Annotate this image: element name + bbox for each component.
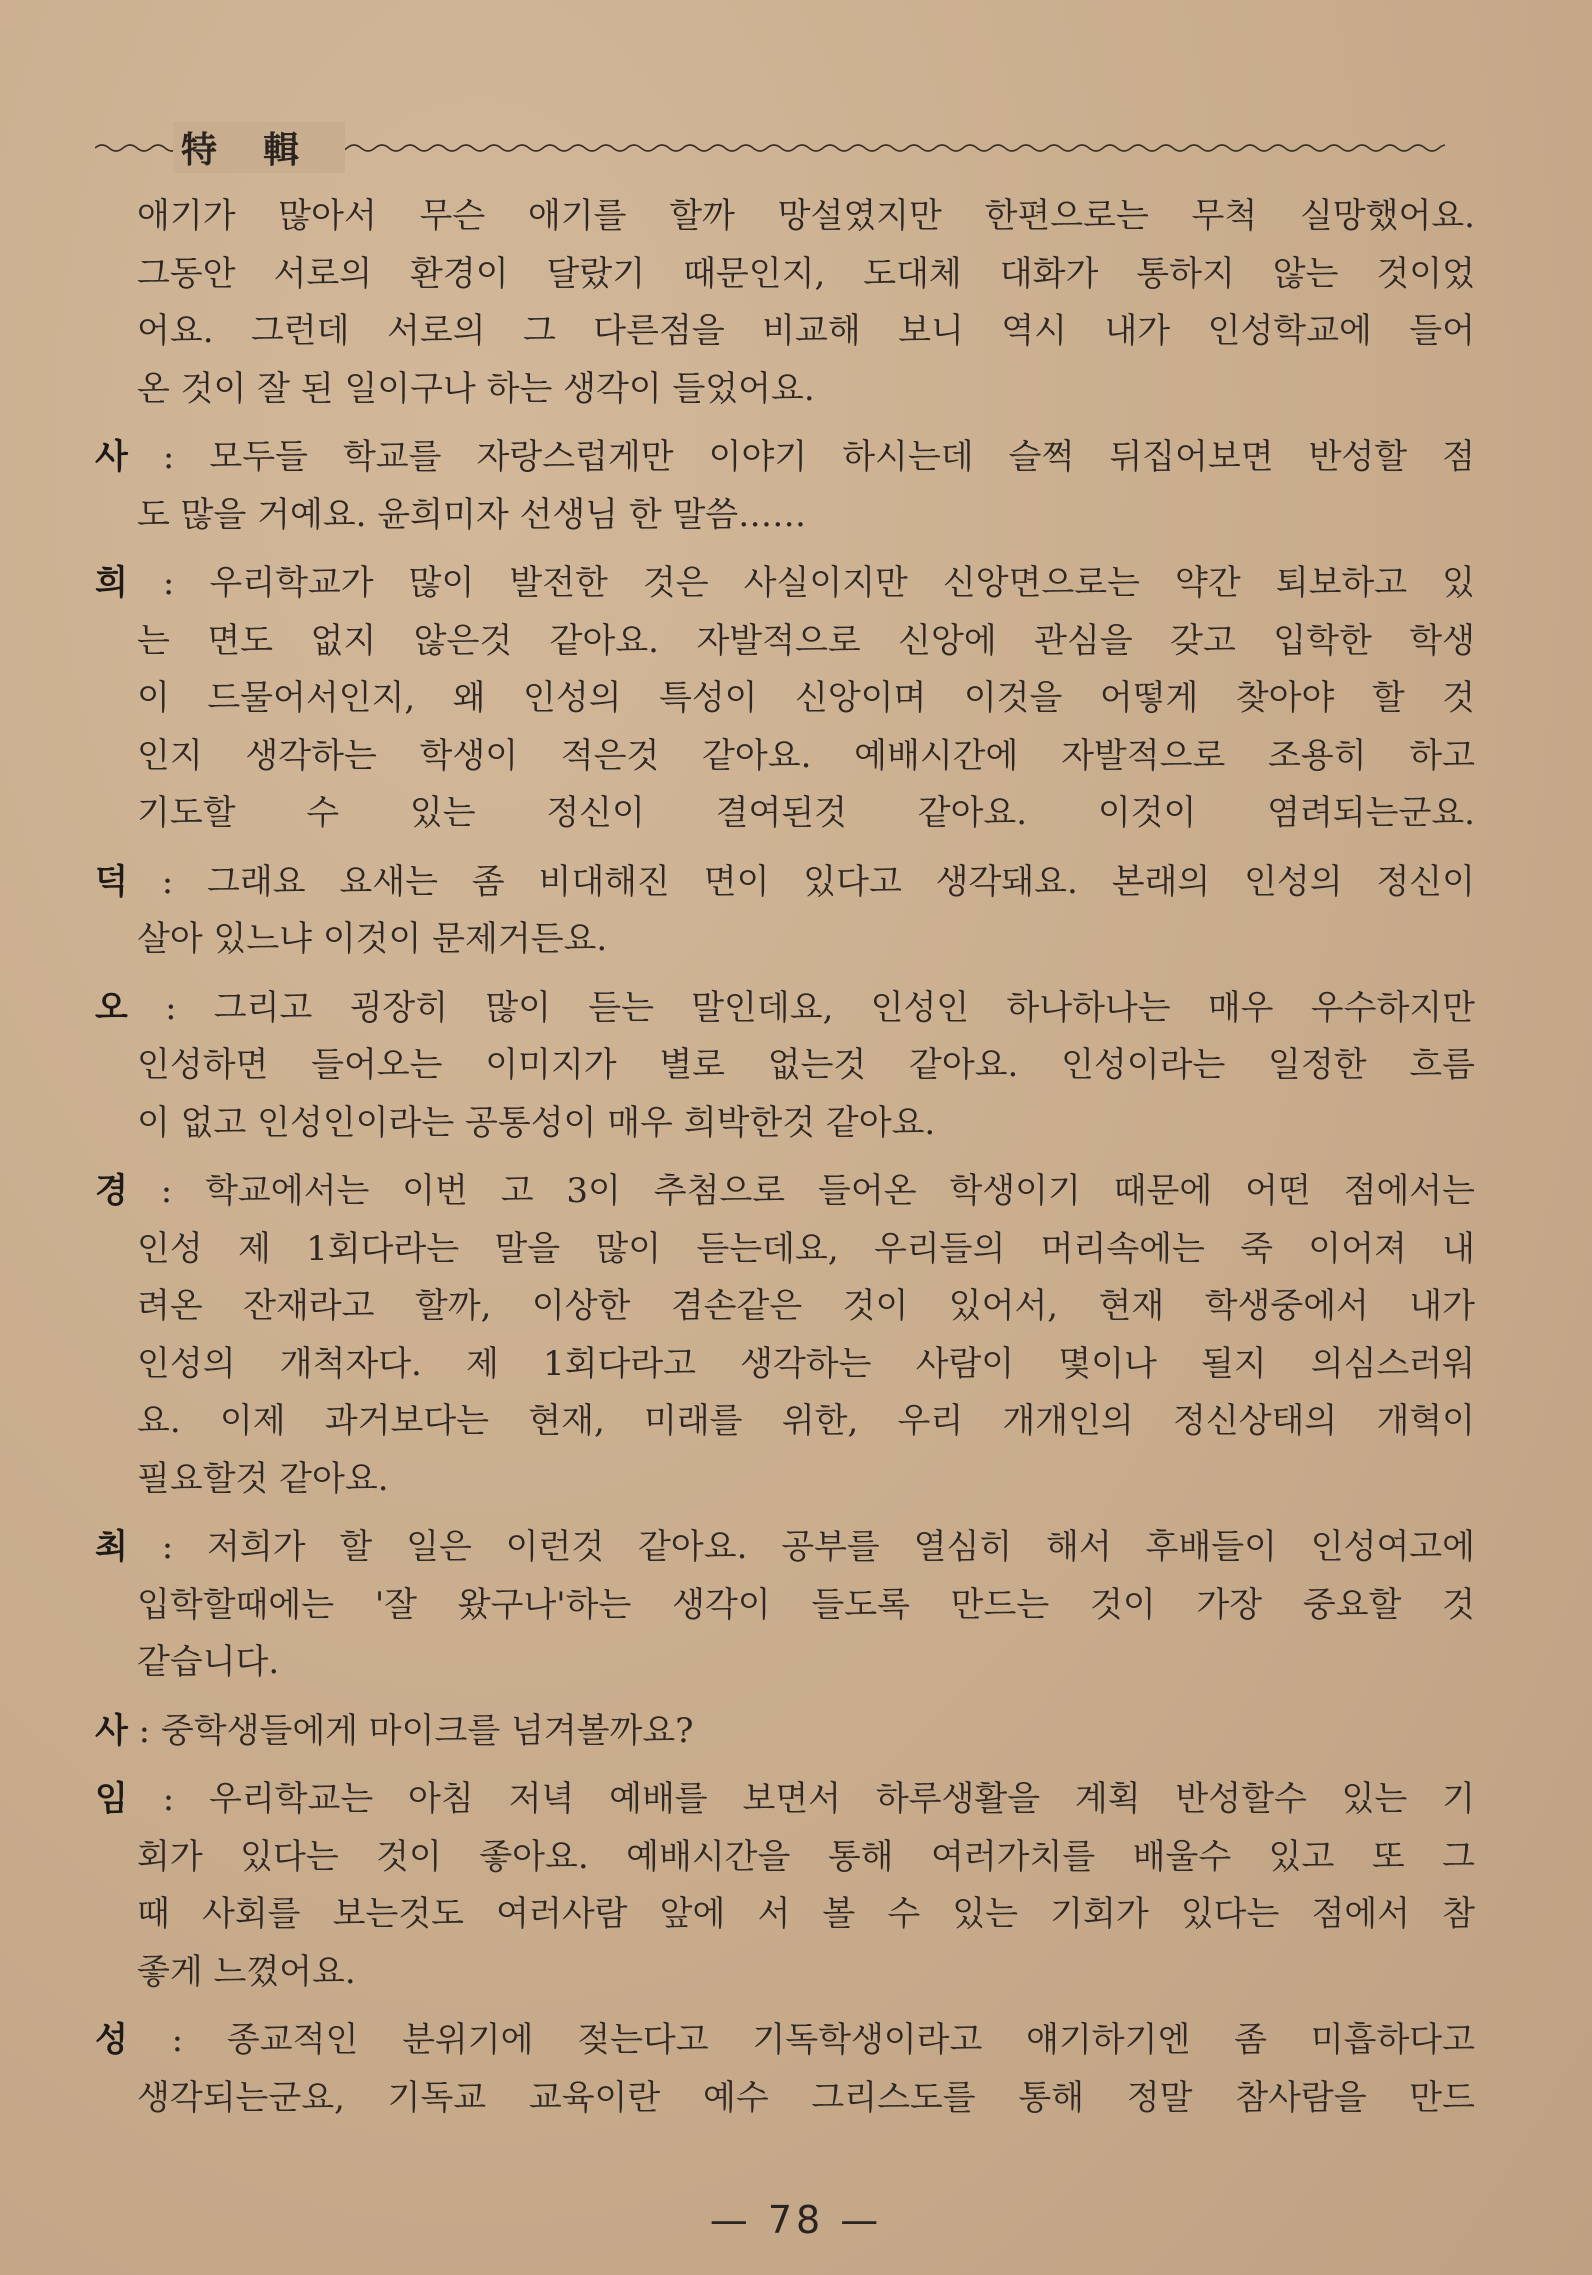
- line-text: 우리학교는 아침 저녁 예배를 보면서 하루생활을 계획 반성할수 있는 기: [209, 1779, 1475, 1819]
- speaker-line: [95, 429, 1475, 487]
- line-text: 저희가 할 일은 이런것 같아요. 공부를 열심히 해서 후배들이 인성여고에: [207, 1527, 1475, 1567]
- line-text: 회가 있다는 것이 좋아요. 예배시간을 통해 여러가치를 배울수 있고 또 그: [137, 1836, 1475, 1877]
- line-text: 기도할 수 있는 정신이 결여된것 같아요. 이것이 염려되는군요.: [137, 793, 1475, 833]
- line-text: 어요. 그런데 서로의 그 다른점을 비교해 보니 역시 내가 인성학교에 들어: [137, 311, 1475, 351]
- line-text: 애기가 많아서 무슨 애기를 할까 망설였지만 한편으로는 무척 실망했어요.: [137, 196, 1475, 236]
- speaker-line: [95, 980, 1475, 1038]
- text-line: [95, 1095, 1475, 1153]
- text-line: [95, 487, 1475, 545]
- speaker-colon: :: [127, 1710, 161, 1751]
- line-text: 온 것이 잘 된 일이구나 하는 생각이 들었어요.: [137, 368, 815, 409]
- speaker-colon: :: [127, 563, 210, 603]
- speaker-colon: :: [127, 2020, 227, 2060]
- text-line: [95, 785, 1475, 843]
- page-number: — 78 —: [709, 2198, 883, 2242]
- text-line: [95, 1829, 1475, 1887]
- speaker-label: 성: [95, 2020, 128, 2060]
- line-text: 살아 있느냐 이것이 문제거든요.: [137, 919, 608, 959]
- line-text: 같습니다.: [137, 1642, 280, 1682]
- line-text: 학교에서는 이번 고 3이 추첨으로 들어온 학생이기 때문에 어떤 점에서는: [205, 1171, 1475, 1211]
- line-text: 도 많을 거예요. 윤희미자 선생님 한 말씀……: [137, 494, 807, 535]
- text-line: [95, 1393, 1475, 1451]
- speaker-colon: :: [127, 1171, 206, 1211]
- line-text: 필요할것 같아요.: [137, 1458, 389, 1499]
- line-text: 우리학교가 많이 발전한 것은 사실이지만 신앙면으로는 약간 퇴보하고 있: [209, 563, 1475, 603]
- text-line: [95, 670, 1475, 728]
- speaker-colon: :: [127, 1779, 209, 1819]
- speaker-label: 오: [95, 987, 128, 1028]
- text-line: [95, 246, 1475, 304]
- line-text: 이 드물어서인지, 왜 인성의 특성이 신앙이며 이것을 어떻게 찾아야 할 것: [137, 678, 1475, 718]
- line-text: 그리고 굉장히 많이 듣는 말인데요, 인성인 하나하나는 매우 우수하지만: [213, 987, 1475, 1028]
- speaker-line: [95, 1703, 1475, 1761]
- line-text: 생각되는군요, 기독교 교육이란 예수 그리스도를 통해 정말 참사람을 만드: [137, 2077, 1475, 2118]
- section-title: 特輯: [173, 122, 345, 173]
- line-text: 는 면도 없지 않은것 같아요. 자발적으로 신앙에 관심을 갖고 입학한 학생: [137, 620, 1475, 661]
- speaker-colon: :: [127, 1527, 208, 1567]
- speaker-label: 사: [95, 1710, 128, 1751]
- line-text: 인지 생각하는 학생이 적은것 같아요. 예배시간에 자발적으로 조용히 하고: [137, 735, 1475, 776]
- speaker-line: [95, 854, 1475, 912]
- text-line: [95, 1634, 1475, 1692]
- speaker-line: [95, 2012, 1475, 2070]
- text-line: [95, 2070, 1475, 2128]
- text-line: [95, 188, 1475, 246]
- line-text: 이 없고 인성인이라는 공통성이 매우 희박한것 같아요.: [137, 1102, 936, 1143]
- line-text: 인성의 개척자다. 제 1회다라고 생각하는 사람이 몇이나 될지 의심스러워: [137, 1343, 1475, 1384]
- speaker-label: 덕: [95, 861, 128, 902]
- speaker-colon: :: [127, 437, 210, 477]
- line-text: 중학생들에게 마이크를 넘겨볼까요?: [160, 1710, 694, 1751]
- speaker-label: 사: [95, 437, 128, 477]
- text-line: [95, 1037, 1475, 1095]
- line-text: 그동안 서로의 환경이 달랐기 때문인지, 도대체 대화가 통하지 않는 것이었: [137, 253, 1475, 294]
- text-line: [95, 613, 1475, 671]
- text-line: [95, 1944, 1475, 2002]
- speaker-line: [95, 555, 1475, 613]
- line-text: 요. 이제 과거보다는 현재, 미래를 위한, 우리 개개인의 정신상태의 개혁이: [137, 1401, 1475, 1441]
- line-text: 입학할때에는 '잘 왔구나'하는 생각이 들도록 만드는 것이 가장 중요할 것: [137, 1584, 1475, 1625]
- speaker-colon: :: [127, 987, 214, 1028]
- text-line: [95, 1451, 1475, 1509]
- article-body: [95, 188, 1475, 2127]
- text-line: [95, 1577, 1475, 1635]
- line-text: 모두들 학교를 자랑스럽게만 이야기 하시는데 슬쩍 뒤집어보면 반성할 점: [209, 437, 1475, 477]
- text-line: [95, 1278, 1475, 1336]
- speaker-label: 희: [95, 563, 128, 603]
- speaker-colon: :: [127, 861, 208, 902]
- speaker-label: 임: [95, 1779, 128, 1819]
- line-text: 려온 잔재라고 할까, 이상한 겸손같은 것이 있어서, 현재 학생중에서 내가: [137, 1286, 1475, 1326]
- text-line: [95, 361, 1475, 419]
- text-line: [95, 1221, 1475, 1279]
- line-text: 좋게 느꼈어요.: [137, 1951, 356, 1992]
- text-line: [95, 1886, 1475, 1944]
- text-line: [95, 303, 1475, 361]
- speaker-line: [95, 1771, 1475, 1829]
- speaker-label: 최: [95, 1527, 128, 1567]
- line-text: 그래요 요새는 좀 비대해진 면이 있다고 생각돼요. 본래의 인성의 정신이: [207, 861, 1475, 902]
- speaker-line: [95, 1163, 1475, 1221]
- line-text: 인성 제 1회다라는 말을 많이 듣는데요, 우리들의 머리속에는 죽 이어져 내: [137, 1228, 1475, 1269]
- line-text: 때 사회를 보는것도 여러사람 앞에 서 볼 수 있는 기회가 있다는 점에서 참: [137, 1894, 1475, 1934]
- section-header: [95, 118, 1445, 174]
- line-text: 인성하면 들어오는 이미지가 별로 없는것 같아요. 인성이라는 일정한 흐름: [137, 1045, 1475, 1085]
- text-line: [95, 1336, 1475, 1394]
- speaker-line: [95, 1519, 1475, 1577]
- speaker-label: 경: [95, 1171, 128, 1211]
- line-text: 종교적인 분위기에 젖는다고 기독학생이라고 얘기하기엔 좀 미흡하다고: [226, 2020, 1475, 2060]
- text-line: [95, 911, 1475, 969]
- text-line: [95, 728, 1475, 786]
